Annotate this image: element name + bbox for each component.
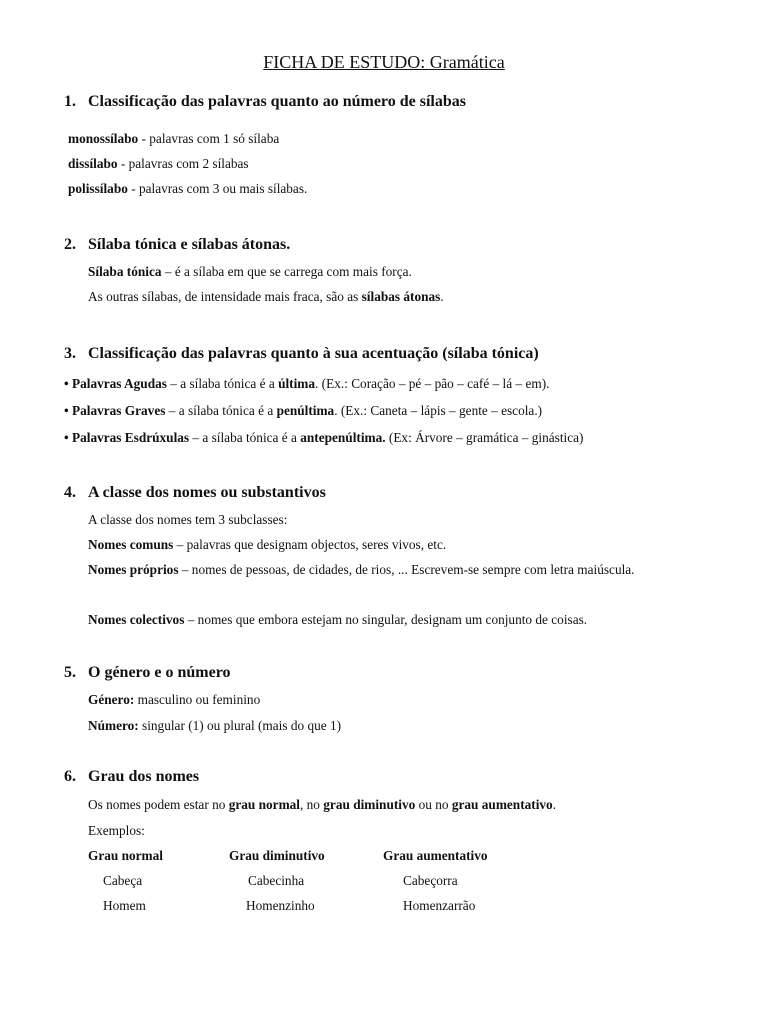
section-title: Grau dos nomes	[88, 768, 200, 785]
section-4-heading	[64, 484, 326, 502]
key: última	[278, 376, 315, 391]
example: (Ex: Árvore – gramática – ginástica)	[385, 430, 584, 445]
definition: – palavras que designam objectos, seres vivos, etc.	[173, 537, 447, 552]
bullet-item	[64, 376, 549, 392]
term: • Palavras Esdrúxulas	[64, 430, 190, 445]
term: grau aumentativo	[451, 797, 553, 812]
definition-line	[88, 537, 446, 553]
bullet-item	[64, 430, 583, 446]
definition-line	[88, 718, 341, 734]
section-5-heading	[64, 664, 231, 682]
key: penúltima	[276, 403, 335, 418]
definition: – é a sílaba em que se carrega com mais força.	[161, 264, 412, 279]
section-number: 1.	[64, 93, 76, 110]
section-title: O género e o número	[88, 664, 231, 681]
definition: – nomes de pessoas, de cidades, de rios, ... Escrevem-se sempre com letra maiúscula.	[178, 562, 635, 577]
section-1-heading	[64, 93, 466, 111]
definition: masculino ou feminino	[134, 692, 261, 707]
text: ou no	[415, 797, 452, 812]
section-number: 5.	[64, 664, 76, 681]
table-header: Grau diminutivo	[229, 848, 325, 863]
section-number: 4.	[64, 484, 76, 501]
syllable-item	[68, 156, 249, 172]
text: Os nomes podem estar no	[88, 797, 229, 812]
term: Número:	[88, 718, 139, 733]
definition: - palavras com 2 sílabas	[117, 156, 249, 171]
section-title: Classificação das palavras quanto ao número de sílabas	[88, 93, 466, 110]
table-cell: Homenzarrão	[403, 898, 476, 913]
term: Sílaba tónica	[88, 264, 162, 279]
text: , no	[300, 797, 324, 812]
section-title: Classificação das palavras quanto à sua acentuação (sílaba tónica)	[88, 345, 539, 362]
examples-label: Exemplos:	[88, 823, 145, 838]
term: Nomes colectivos	[88, 612, 185, 627]
section-number: 6.	[64, 768, 76, 785]
table-cell: Homenzinho	[246, 898, 315, 913]
text: – a sílaba tónica é a	[166, 376, 279, 391]
text: – a sílaba tónica é a	[165, 403, 277, 418]
example: . (Ex.: Coração – pé – pão – café – lá – em).	[315, 376, 550, 391]
intro-line	[88, 797, 556, 813]
section-number: 3.	[64, 345, 76, 362]
definition-line	[88, 692, 260, 708]
table-header: Grau normal	[88, 848, 163, 863]
definition: singular (1) ou plural (mais do que 1)	[138, 718, 342, 733]
table-header: Grau aumentativo	[383, 848, 488, 863]
key: antepenúltima.	[300, 430, 386, 445]
definition-paragraph	[88, 557, 704, 582]
text: – a sílaba tónica é a	[189, 430, 301, 445]
section-3-heading	[64, 345, 539, 363]
intro-line: A classe dos nomes tem 3 subclasses:	[88, 512, 288, 527]
term: • Palavras Graves	[64, 403, 166, 418]
definition-line	[88, 612, 587, 628]
table-cell: Cabeçorra	[403, 873, 458, 888]
term: Nomes próprios	[88, 562, 179, 577]
section-6-heading	[64, 768, 199, 786]
term: grau diminutivo	[323, 797, 416, 812]
term: sílabas átonas	[361, 289, 441, 304]
section-title: Sílaba tónica e sílabas átonas.	[88, 236, 291, 253]
bullet-item	[64, 403, 542, 419]
term: polissílabo	[68, 181, 128, 196]
table-cell: Cabecinha	[248, 873, 305, 888]
term: grau normal	[228, 797, 300, 812]
page-title: FICHA DE ESTUDO: Gramática	[263, 52, 505, 72]
term: Género:	[88, 692, 135, 707]
section-title: A classe dos nomes ou substantivos	[88, 484, 326, 501]
definition: - palavras com 1 só sílaba	[138, 131, 280, 146]
table-cell: Cabeça	[103, 873, 143, 888]
section-2-heading	[64, 236, 290, 254]
table-cell: Homem	[103, 898, 146, 913]
term: dissílabo	[68, 156, 118, 171]
term: monossílabo	[68, 131, 139, 146]
syllable-item	[68, 131, 279, 147]
definition: - palavras com 3 ou mais sílabas.	[127, 181, 308, 196]
text: As outras sílabas, de intensidade mais fraca, são as	[88, 289, 362, 304]
definition-line	[88, 264, 412, 280]
text: .	[552, 797, 557, 812]
term: Nomes comuns	[88, 537, 174, 552]
definition: – nomes que embora estejam no singular, designam um conjunto de coisas.	[184, 612, 588, 627]
definition-line	[88, 289, 444, 305]
example: . (Ex.: Caneta – lápis – gente – escola.)	[334, 403, 543, 418]
section-number: 2.	[64, 236, 76, 253]
term: • Palavras Agudas	[64, 376, 167, 391]
text: .	[440, 289, 444, 304]
syllable-item	[68, 181, 307, 197]
